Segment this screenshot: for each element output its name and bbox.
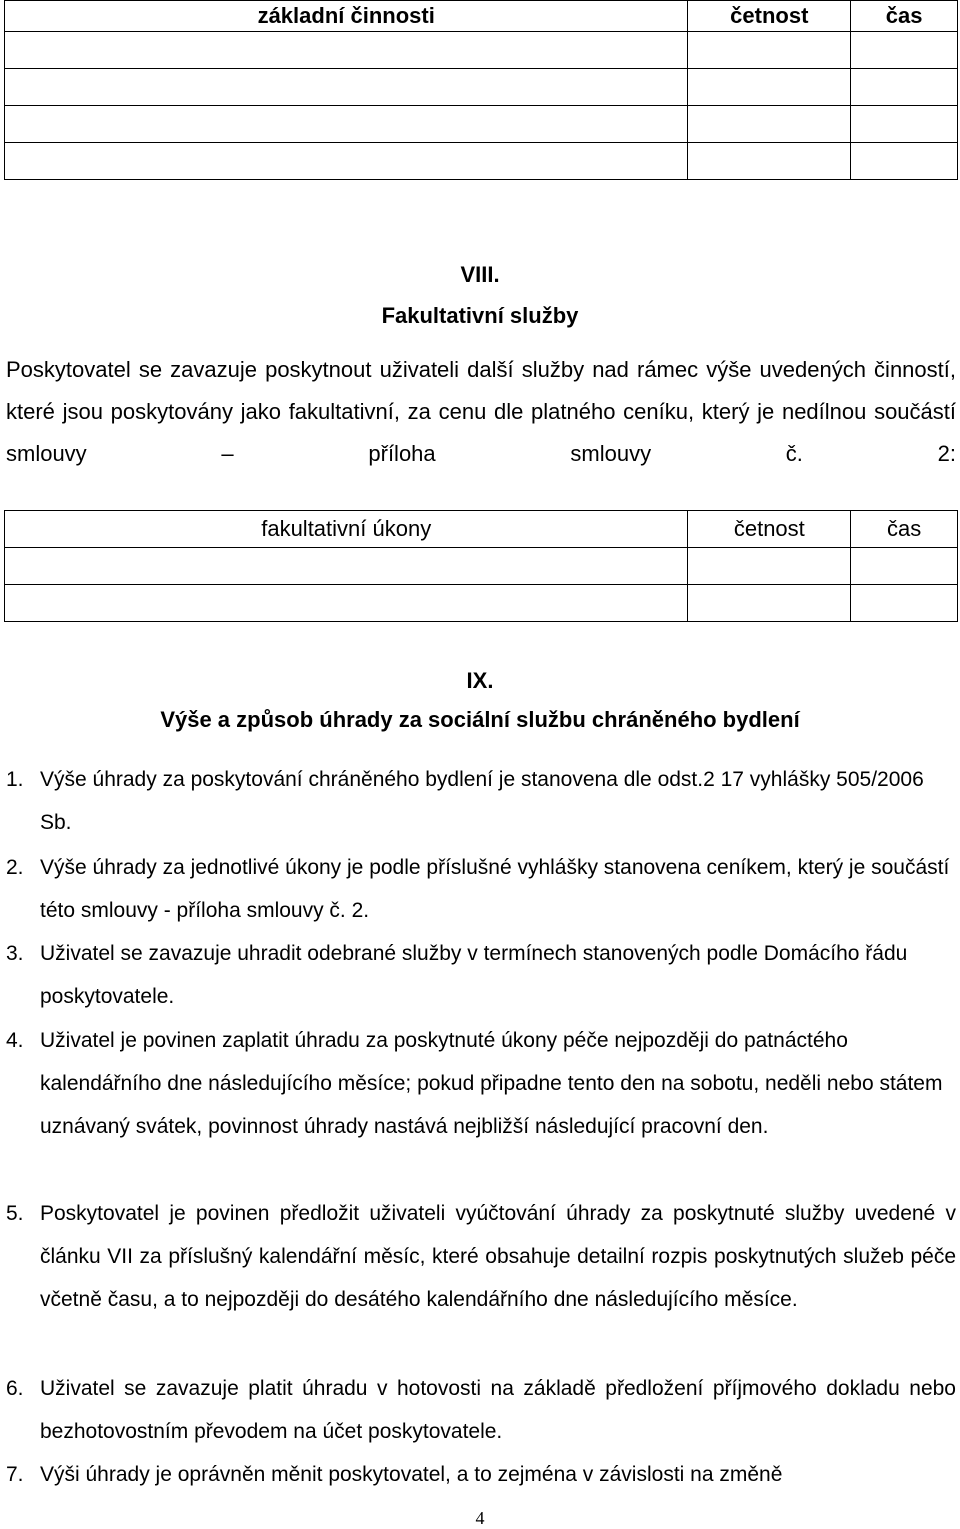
list-item-number: 2. xyxy=(6,856,24,879)
list-item xyxy=(6,1019,956,1148)
table-header-row xyxy=(5,1,958,32)
table-cell xyxy=(5,143,688,180)
table-header-cell: čas xyxy=(851,1,958,32)
list-item xyxy=(6,1367,956,1453)
table-cell xyxy=(688,32,851,69)
list-item-text: Uživatel je povinen zaplatit úhradu za poskytnuté úkony péče nejpozději do patnáctého kalendářního dne následujícího měsíce; pokud připadne tento den na sobotu, neděli nebo státem uznávaný svátek, povinnost úhrady nastává nejbližší následující pracovní den. xyxy=(40,1029,943,1138)
list-item-text: Poskytovatel je povinen předložit uživateli vyúčtování úhrady za poskytnuté služby uvedené v článku VII za příslušný kalendářní měsíc, které obsahuje detailní rozpis poskytnutých služeb péče včetně času, a to nejpozději do desátého kalendářního dne následujícího měsíce. xyxy=(40,1202,956,1311)
section-title: Fakultativní služby xyxy=(381,303,579,328)
table-header-cell: základní činnosti xyxy=(5,1,688,32)
table-cell xyxy=(688,69,851,106)
list-item xyxy=(6,932,956,1018)
table-header-cell: fakultativní úkony xyxy=(5,511,688,548)
table-row xyxy=(5,585,958,622)
table-cell xyxy=(688,548,851,585)
table-row xyxy=(5,143,958,180)
table-cell xyxy=(5,585,688,622)
table-cell xyxy=(5,32,688,69)
optional-services-table xyxy=(4,510,958,622)
table-cell xyxy=(5,69,688,106)
table-cell xyxy=(851,143,958,180)
list-item xyxy=(6,1192,956,1321)
table-row xyxy=(5,32,958,69)
list-item-number: 4. xyxy=(6,1029,24,1052)
list-item-number: 1. xyxy=(6,768,24,791)
list-item-text: Výši úhrady je oprávněn měnit poskytovatel, a to zejména v závislosti na změně xyxy=(40,1463,783,1486)
table-header-cell: čas xyxy=(851,511,958,548)
basic-activities-table xyxy=(4,0,958,180)
table-header-cell: četnost xyxy=(688,511,851,548)
table-cell xyxy=(688,106,851,143)
list-item-number: 7. xyxy=(6,1463,24,1486)
list-item xyxy=(6,1453,956,1496)
list-item-number: 5. xyxy=(6,1202,24,1225)
table-cell xyxy=(688,143,851,180)
table-row xyxy=(5,106,958,143)
section-number: IX. xyxy=(466,668,494,693)
table-row xyxy=(5,548,958,585)
page-number: 4 xyxy=(475,1508,485,1528)
table-header-row xyxy=(5,511,958,548)
table-cell xyxy=(851,548,958,585)
table-header-cell: četnost xyxy=(688,1,851,32)
list-item-number: 3. xyxy=(6,942,24,965)
section-paragraph: Poskytovatel se zavazuje poskytnout uživateli další služby nad rámec výše uvedených činností, které jsou poskytovány jako fakultativní, za cenu dle platného ceníku, který je nedílnou součástí smlouvy – příloha smlouvy č. 2: xyxy=(6,357,956,466)
table-cell xyxy=(851,585,958,622)
table-row xyxy=(5,69,958,106)
table-cell xyxy=(851,69,958,106)
list-item-number: 6. xyxy=(6,1377,24,1400)
list-item-text: Uživatel se zavazuje platit úhradu v hotovosti na základě předložení příjmového dokladu nebo bezhotovostním převodem na účet poskytovatele. xyxy=(40,1377,956,1443)
table-cell xyxy=(5,548,688,585)
section-number: VIII. xyxy=(460,262,500,287)
table-cell xyxy=(851,32,958,69)
list-item-text: Výše úhrady za jednotlivé úkony je podle příslušné vyhlášky stanovena ceníkem, který je součástí této smlouvy - příloha smlouvy č. 2. xyxy=(40,856,950,922)
list-item-text: Výše úhrady za poskytování chráněného bydlení je stanovena dle odst.2 17 vyhlášky 505/2006 Sb. xyxy=(40,768,924,834)
list-item xyxy=(6,846,956,932)
list-item-text: Uživatel se zavazuje uhradit odebrané služby v termínech stanovených podle Domácího řádu poskytovatele. xyxy=(40,942,908,1008)
section-title: Výše a způsob úhrady za sociální službu chráněného bydlení xyxy=(160,707,800,732)
table-cell xyxy=(851,106,958,143)
table-cell xyxy=(688,585,851,622)
list-item xyxy=(6,758,956,844)
table-cell xyxy=(5,106,688,143)
